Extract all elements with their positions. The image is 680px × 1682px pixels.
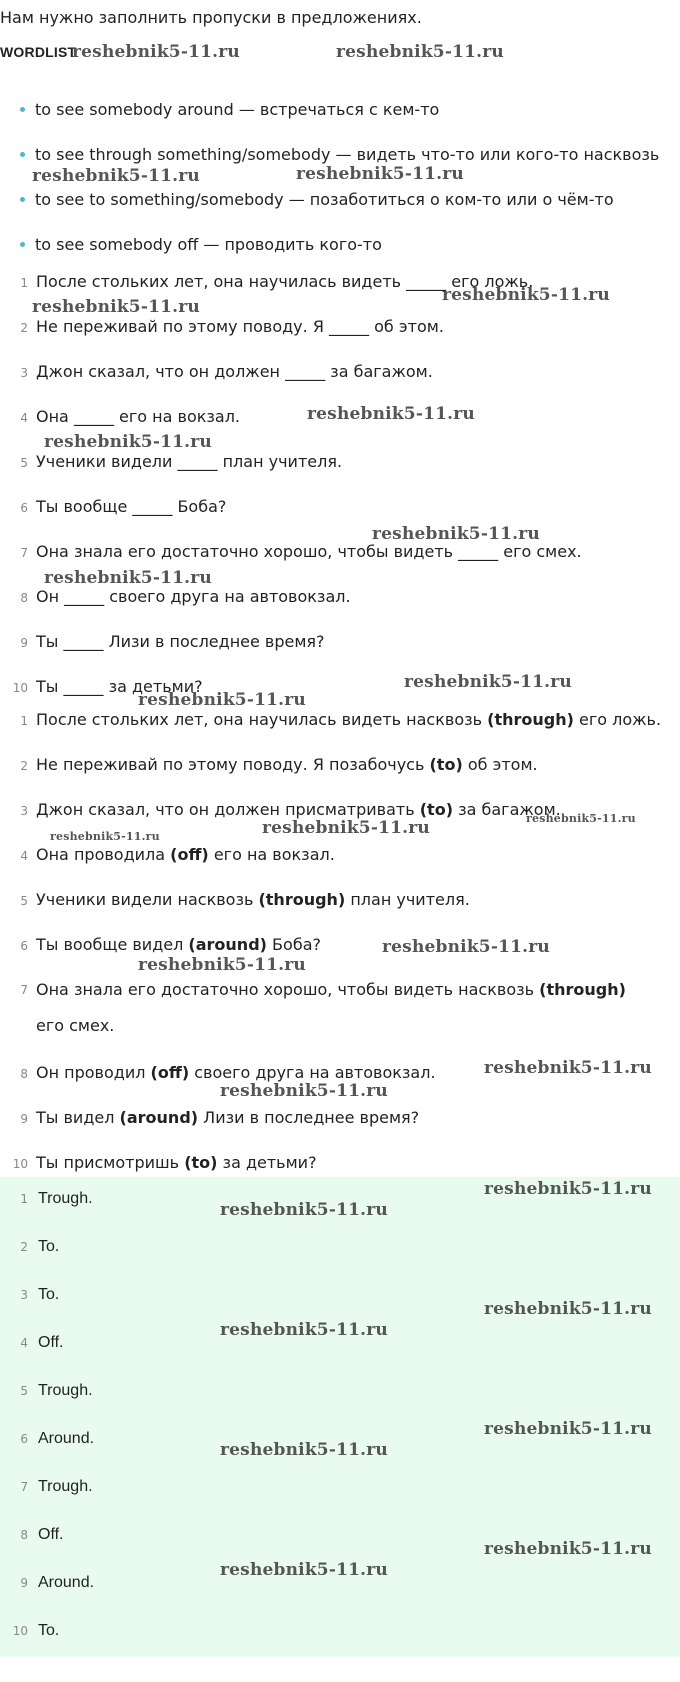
exercise-text: Не переживай по этому поводу. Я _____ об этом. <box>36 317 444 336</box>
answers-panel <box>0 1177 680 1657</box>
exercise-text: Джон сказал, что он должен _____ за багажом. <box>36 362 433 381</box>
exercise-item <box>0 362 433 381</box>
answer-item: 4 Off. <box>0 1334 64 1352</box>
item-number: 9 <box>20 1576 28 1590</box>
answer-word: (around) <box>188 935 267 954</box>
item-number: 1 <box>20 276 28 290</box>
wordlist-item: to see somebody off — проводить кого-то <box>20 235 382 254</box>
watermark: reshebnik5-11.ru <box>44 432 212 452</box>
translation-item: 6 Ты вообще видел (around) Боба? <box>0 935 321 954</box>
watermark: reshebnik5-11.ru <box>32 297 200 317</box>
watermark: reshebnik5-11.ru <box>138 690 306 710</box>
exercise-item <box>0 632 325 651</box>
watermark: reshebnik5-11.ru <box>307 404 475 424</box>
item-number: 3 <box>20 804 28 818</box>
item-number: 5 <box>20 1384 28 1398</box>
exercise-item <box>0 497 226 516</box>
answer-word: (to) <box>419 800 453 819</box>
item-number: 1 <box>20 1192 28 1206</box>
watermark: reshebnik5-11.ru <box>220 1560 388 1580</box>
watermark: reshebnik5-11.ru <box>336 42 504 62</box>
watermark: reshebnik5-11.ru <box>138 955 306 975</box>
item-number: 2 <box>20 321 28 335</box>
watermark: reshebnik5-11.ru <box>484 1299 652 1319</box>
exercise-text: Ты _____ Лизи в последнее время? <box>36 632 325 651</box>
bullet-dot-icon <box>20 152 25 157</box>
watermark: reshebnik5-11.ru <box>262 818 430 838</box>
translation-item: 8 Он проводил (off) своего друга на автовокзал. <box>0 1063 436 1082</box>
item-number: 3 <box>20 1288 28 1302</box>
bullet-dot-icon <box>20 107 25 112</box>
exercise-item <box>0 587 351 606</box>
item-number: 2 <box>20 1240 28 1254</box>
watermark: reshebnik5-11.ru <box>404 672 572 692</box>
item-number: 7 <box>20 546 28 560</box>
item-number: 8 <box>20 1528 28 1542</box>
watermark: reshebnik5-11.ru <box>50 830 160 843</box>
item-number: 7 <box>20 1480 28 1494</box>
exercise-item <box>0 452 342 471</box>
item-number: 4 <box>20 849 28 863</box>
exercise-text: Ты вообще _____ Боба? <box>36 497 227 516</box>
item-number: 8 <box>20 591 28 605</box>
exercise-text: Ты _____ за детьми? <box>36 677 203 696</box>
translation-item: 3 Джон сказал, что он должен присматривать (to) за багажом. <box>0 800 561 819</box>
answer-word: (to) <box>184 1153 218 1172</box>
wordlist-heading: WORDLIST <box>0 44 77 60</box>
answer-word: (through) <box>487 710 574 729</box>
answer-item: 8 Off. <box>0 1526 64 1544</box>
item-number: 10 <box>12 1157 28 1171</box>
answer-word: (off) <box>150 1063 190 1082</box>
item-number: 10 <box>12 681 28 695</box>
watermark: reshebnik5-11.ru <box>220 1081 388 1101</box>
answer-item: 9 Around. <box>0 1574 94 1592</box>
exercise-text: Она знала его достаточно хорошо, чтобы видеть _____ его смех. <box>36 542 582 561</box>
item-number: 6 <box>20 501 28 515</box>
translation-item: 4 Она проводила (off) его на вокзал. <box>0 845 335 864</box>
item-number: 5 <box>20 894 28 908</box>
exercise-text: После стольких лет, она научилась видеть _____ его ложь. <box>36 272 534 291</box>
watermark: reshebnik5-11.ru <box>526 812 636 825</box>
exercise-item <box>0 317 444 336</box>
item-number: 1 <box>20 714 28 728</box>
wordlist-item: to see to something/somebody — позаботиться о ком-то или о чём-то <box>20 190 614 209</box>
watermark: reshebnik5-11.ru <box>484 1539 652 1559</box>
translation-item: 5 Ученики видели насквозь (through) план учителя. <box>0 890 470 909</box>
wordlist-item: to see somebody around — встречаться с кем-то <box>20 100 439 119</box>
answer-word: (off) <box>170 845 209 864</box>
answer-item: 1 Trough. <box>0 1190 93 1208</box>
watermark: reshebnik5-11.ru <box>484 1179 652 1199</box>
exercise-item <box>0 542 582 561</box>
answer-item: 5 Trough. <box>0 1382 93 1400</box>
answer-word: (through) <box>539 980 626 999</box>
bullet-dot-icon <box>20 197 25 202</box>
exercise-text: Он _____ своего друга на автовокзал. <box>36 587 351 606</box>
answer-word: (through) <box>258 890 346 909</box>
translation-item: 9 Ты видел (around) Лизи в последнее время? <box>0 1108 419 1127</box>
bullet-dot-icon <box>20 242 25 247</box>
watermark: reshebnik5-11.ru <box>32 166 200 186</box>
item-number: 8 <box>20 1067 28 1081</box>
watermark: reshebnik5-11.ru <box>72 42 240 62</box>
answer-word: (around) <box>119 1108 199 1127</box>
translation-item: 2 Не переживай по этому поводу. Я позабочусь (to) об этом. <box>0 755 538 774</box>
watermark: reshebnik5-11.ru <box>382 937 550 957</box>
answer-item: 3 To. <box>0 1286 59 1304</box>
item-number: 2 <box>20 759 28 773</box>
translation-item: 1 После стольких лет, она научилась видеть насквозь (through) его ложь. <box>0 710 661 729</box>
item-number: 6 <box>20 1432 28 1446</box>
watermark: reshebnik5-11.ru <box>220 1200 388 1220</box>
watermark: reshebnik5-11.ru <box>442 285 610 305</box>
task-instruction: Нам нужно заполнить пропуски в предложениях. <box>0 8 422 27</box>
watermark: reshebnik5-11.ru <box>484 1419 652 1439</box>
exercise-text: Ученики видели _____ план учителя. <box>36 452 343 471</box>
item-number: 6 <box>20 939 28 953</box>
watermark: reshebnik5-11.ru <box>372 524 540 544</box>
exercise-item <box>0 407 240 426</box>
item-number: 9 <box>20 1112 28 1126</box>
answer-item: 6 Around. <box>0 1430 94 1448</box>
watermark: reshebnik5-11.ru <box>220 1440 388 1460</box>
watermark: reshebnik5-11.ru <box>484 1058 652 1078</box>
answer-item: 7 Trough. <box>0 1478 93 1496</box>
item-number: 3 <box>20 366 28 380</box>
item-number: 9 <box>20 636 28 650</box>
watermark: reshebnik5-11.ru <box>44 568 212 588</box>
watermark: reshebnik5-11.ru <box>220 1320 388 1340</box>
watermark: reshebnik5-11.ru <box>296 164 464 184</box>
exercise-text: Она _____ его на вокзал. <box>36 407 241 426</box>
item-number: 7 <box>20 983 28 997</box>
answer-item: 10 To. <box>0 1622 59 1640</box>
item-number: 4 <box>20 411 28 425</box>
item-number: 10 <box>12 1624 28 1638</box>
item-number: 4 <box>20 1336 28 1350</box>
wordlist-item: to see through something/somebody — видеть что-то или кого-то насквозь <box>20 145 659 164</box>
item-number: 5 <box>20 456 28 470</box>
translation-item: 10 Ты присмотришь (to) за детьми? <box>0 1153 317 1172</box>
translation-item: 7 Она знала его достаточно хорошо, чтобы видеть насквозь (through) его смех. <box>0 972 636 1044</box>
answer-item: 2 To. <box>0 1238 59 1256</box>
answer-word: (to) <box>429 755 463 774</box>
